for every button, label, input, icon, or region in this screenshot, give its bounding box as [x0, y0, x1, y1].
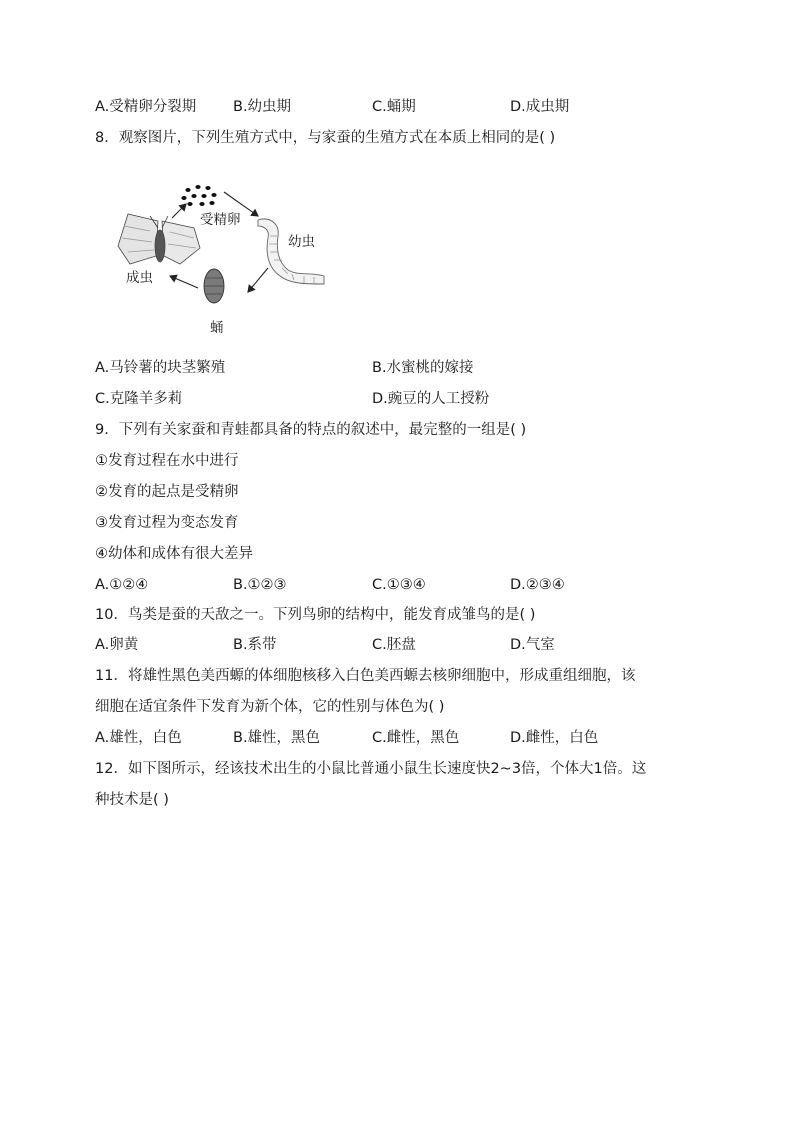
q10-option-d: D.气室: [510, 637, 555, 653]
q9-statement-4: ④幼体和成体有很大差异: [95, 546, 253, 562]
q9-option-b: B.①②③: [233, 577, 287, 593]
label-larva: 幼虫: [288, 234, 315, 250]
q9-statement-1: ①发育过程在水中进行: [95, 453, 239, 469]
q10-stem: 10．鸟类是蚕的天敌之一。下列鸟卵的结构中，能发育成雏鸟的是( ): [95, 607, 536, 623]
arrow-pupa-to-adult: [170, 276, 198, 288]
arrow-larva-to-pupa: [248, 268, 268, 292]
q9-option-d: D.②③④: [510, 577, 565, 593]
arrow-adult-to-egg: [172, 204, 186, 218]
q9-stem: 9．下列有关家蚕和青蛙都具备的特点的叙述中，最完整的一组是( ): [95, 422, 527, 438]
label-pupa: 蛹: [210, 320, 224, 336]
q8-stem: 8．观察图片，下列生殖方式中，与家蚕的生殖方式在本质上相同的是( ): [95, 130, 556, 146]
q7-option-a: A.受精卵分裂期: [95, 99, 197, 115]
q11-option-d: D.雌性，白色: [510, 730, 599, 746]
q10-option-c: C.胚盘: [372, 637, 416, 653]
q11-option-a: A.雄性，白色: [95, 730, 182, 746]
q11-option-b: B.雄性，黑色: [233, 730, 321, 746]
q8-option-d: D.豌豆的人工授粉: [372, 391, 490, 407]
q10-option-b: B.系带: [233, 637, 277, 653]
q8-option-c: C.克隆羊多莉: [95, 391, 183, 407]
q7-option-d: D.成虫期: [510, 99, 570, 115]
q12-stem-line2: 种技术是( ): [95, 792, 169, 808]
q9-statement-2: ②发育的起点是受精卵: [95, 484, 239, 500]
q8-option-a: A.马铃薯的块茎繁殖: [95, 360, 226, 376]
q7-option-c: C.蛹期: [372, 99, 416, 115]
q11-option-c: C.雌性，黑色: [372, 730, 460, 746]
q10-option-a: A.卵黄: [95, 637, 139, 653]
label-adult: 成虫: [126, 270, 153, 286]
q9-option-a: A.①②④: [95, 577, 149, 593]
silkworm-lifecycle-figure: [110, 176, 340, 336]
q12-stem-line1: 12．如下图所示，经该技术出生的小鼠比普通小鼠生长速度快2~3倍，个体大1倍。这: [95, 761, 647, 777]
pupa-icon: [204, 269, 224, 303]
label-egg: 受精卵: [200, 212, 241, 228]
q8-option-b: B.水蜜桃的嫁接: [372, 360, 474, 376]
q9-option-c: C.①③④: [372, 577, 426, 593]
q9-statement-3: ③发育过程为变态发育: [95, 515, 239, 531]
q11-stem-line1: 11．将雄性黑色美西螈的体细胞核移入白色美西螈去核卵细胞中，形成重组细胞，该: [95, 668, 636, 684]
lifecycle-diagram: [110, 176, 340, 336]
q7-option-b: B.幼虫期: [233, 99, 292, 115]
moth-icon: [118, 214, 200, 264]
larva-icon: [258, 219, 324, 284]
eggs-icon: [181, 185, 216, 206]
q11-stem-line2: 细胞在适宜条件下发育为新个体，它的性别与体色为( ): [95, 699, 445, 715]
